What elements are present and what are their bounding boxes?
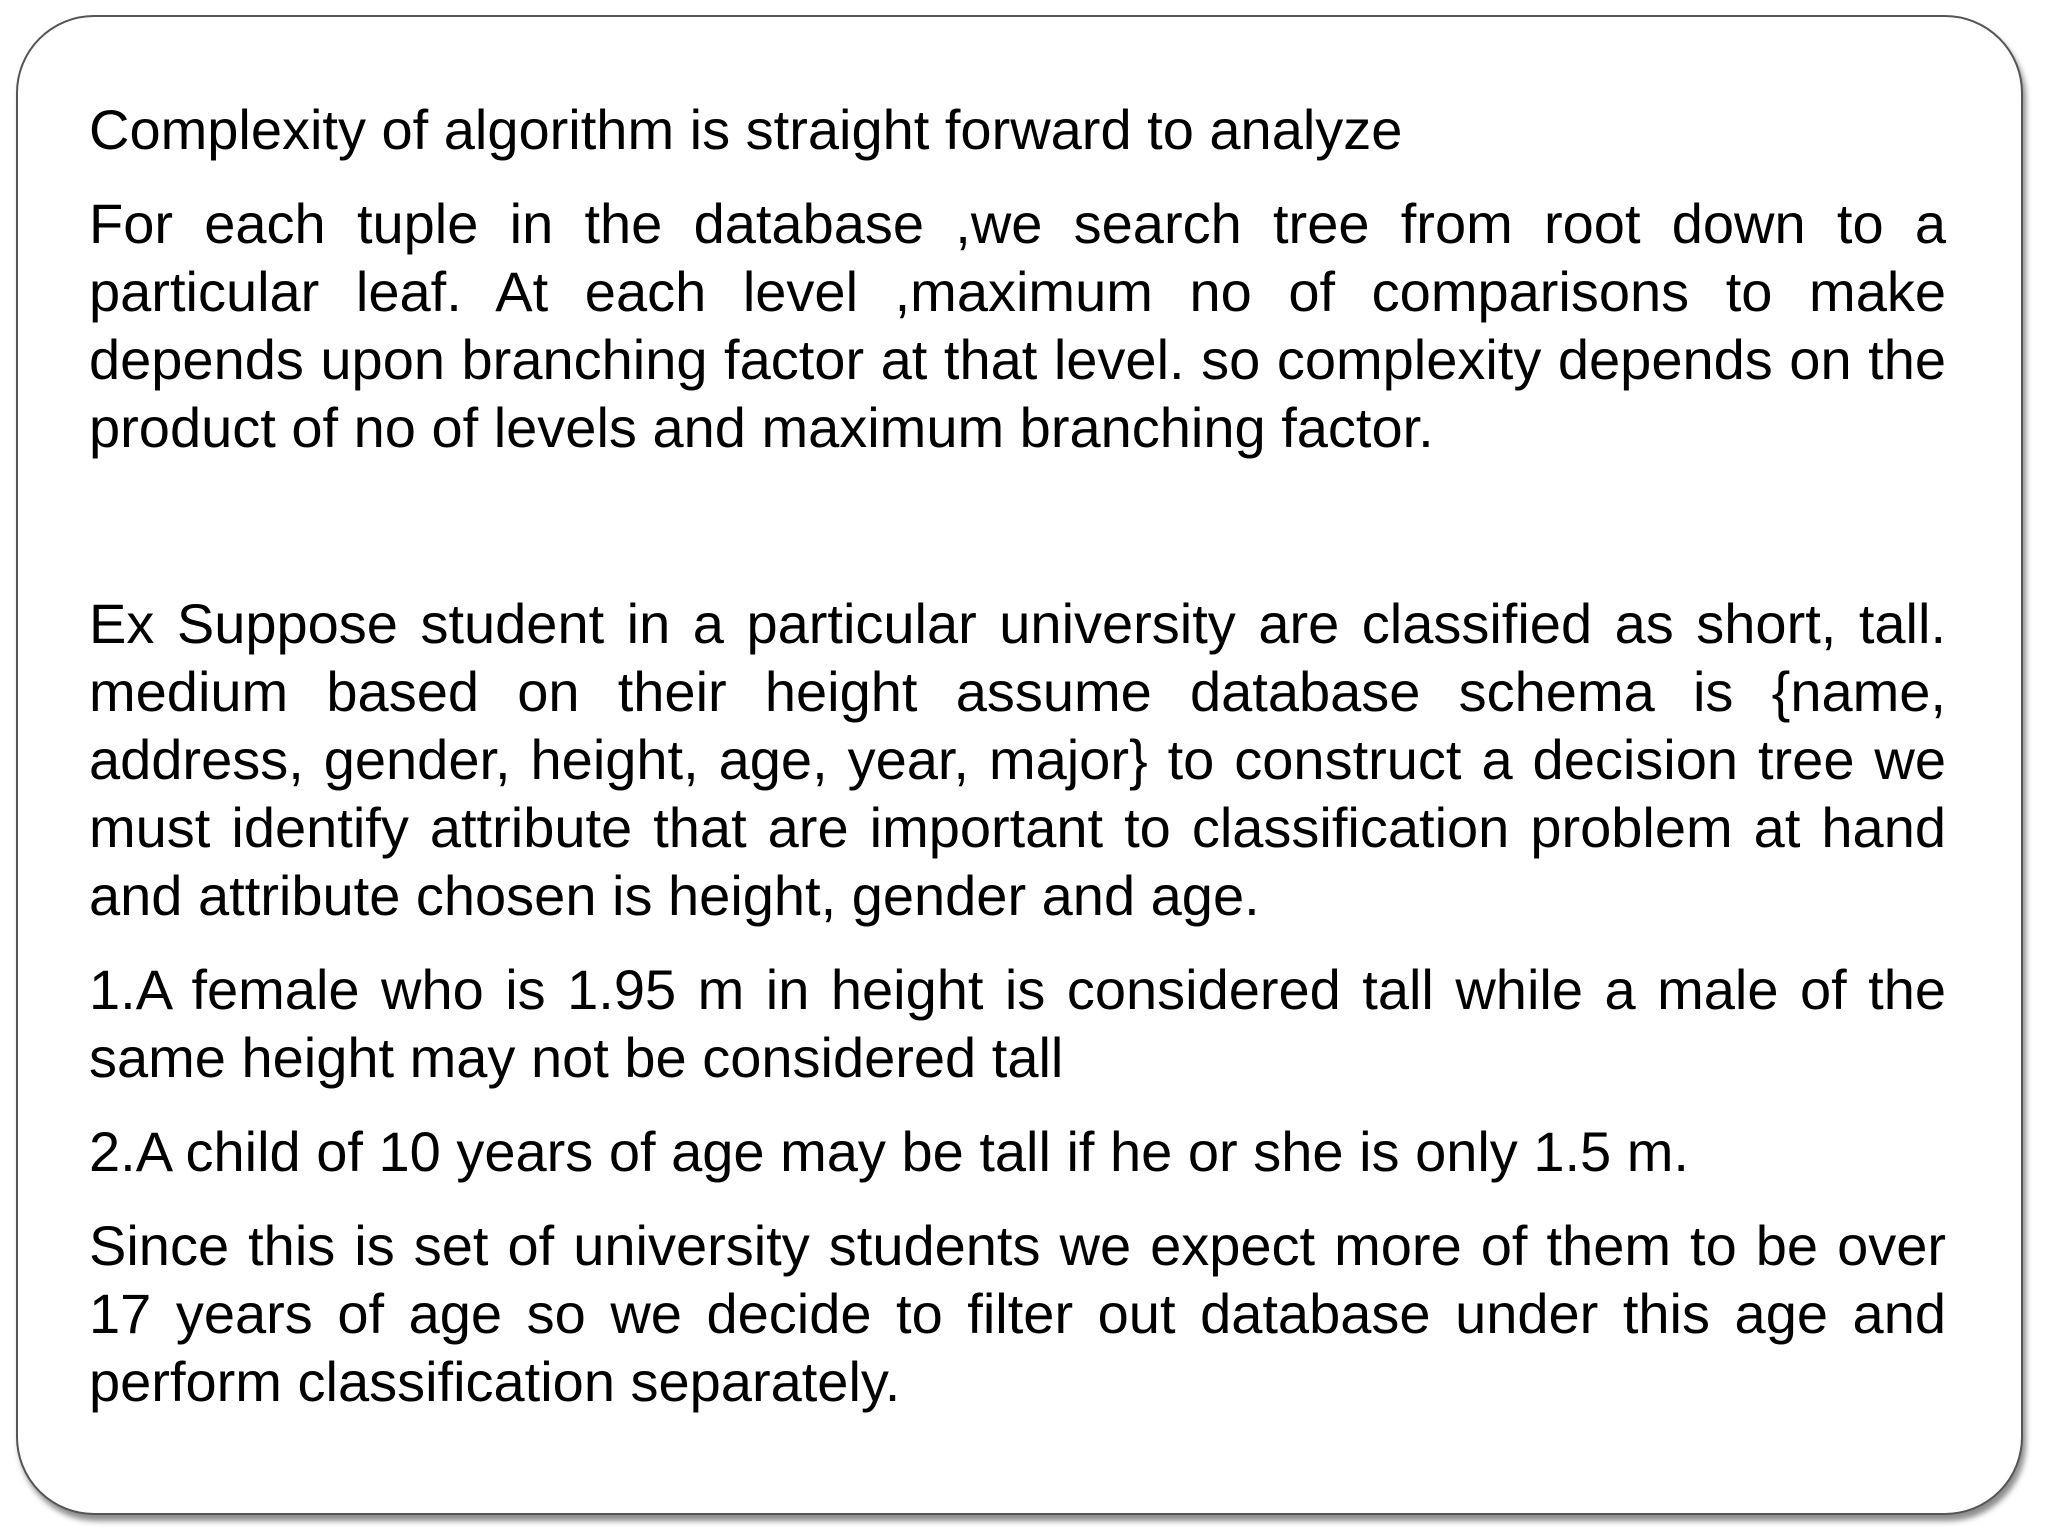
paragraph-point-2: 2.A child of 10 years of age may be tall if he or she is only 1.5 m. (89, 1120, 1689, 1183)
slide-body (89, 96, 1946, 1416)
paragraph-point-1: 1.A female who is 1.95 m in height is considered tall while a male of the same height may not be considered tall (89, 958, 1946, 1089)
paragraph-example: Ex Suppose student in a particular university are classified as short, tall. medium based on their height assume database schema is {name, address, gender, height, age, year, major} to construct a decision tree we must identify attribute that are important to classification problem at hand and attribute chosen is height, gender and age. (89, 592, 1946, 927)
paragraph-tree-search: For each tuple in the database ,we search tree from root down to a particular leaf. At each level ,maximum no of comparisons to make depends upon branching factor at that level. so complexity depends on the product of no of levels and maximum branching factor. (89, 192, 1946, 459)
paragraph-complexity-intro: Complexity of algorithm is straight forward to analyze (89, 98, 1403, 161)
paragraph-conclusion: Since this is set of university students we expect more of them to be over 17 years of age so we decide to filter out database under this age and perform classification separately. (89, 1214, 1946, 1413)
